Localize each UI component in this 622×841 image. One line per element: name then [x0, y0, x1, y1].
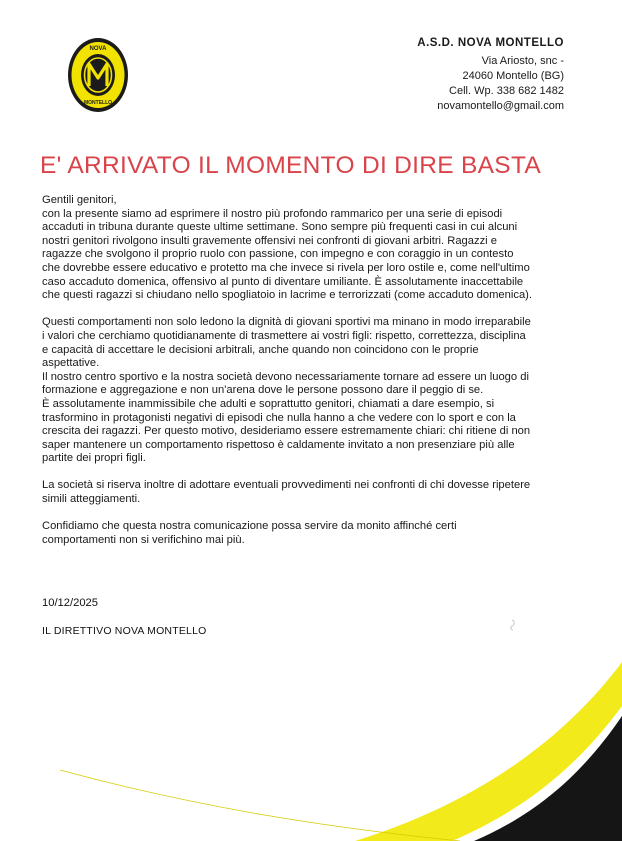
paragraph-2 — [42, 316, 602, 466]
text-line: Gentili genitori, — [42, 194, 117, 206]
text-line: È assolutamente inammissibile che adulti e soprattutto genitori, chiamati a dare esempio, si — [42, 397, 495, 410]
text-line: ragazze che svolgono il proprio ruolo con passione, con impegno e con coraggio in un contesto — [42, 248, 514, 261]
signature: IL DIRETTIVO NOVA MONTELLO — [42, 625, 207, 637]
text-line: simili atteggiamenti. — [42, 493, 141, 506]
letter-body — [42, 194, 602, 547]
phone-number: Cell. Wp. 338 682 1482 — [449, 85, 564, 97]
paragraph-4 — [42, 520, 602, 547]
pen-mark-decoration — [506, 618, 518, 632]
text-line: Questi comportamenti non solo ledono la dignità di giovani sportivi ma minano in modo irreparabile — [42, 316, 531, 329]
text-line: Il nostro centro sportivo e la nostra società devono necessariamente tornare ad essere un luogo di — [42, 370, 529, 383]
text-line: partite dei propri figli. — [42, 452, 146, 465]
text-line: formazione e aggregazione e non un'arena dove le persone possono dare il peggio di se. — [42, 384, 484, 397]
email-address: novamontello@gmail.com — [437, 100, 564, 112]
letterhead — [417, 36, 564, 114]
logo-top-text: NOVA — [89, 46, 107, 52]
address-line-1: Via Ariosto, snc - — [481, 55, 564, 67]
text-line: nostri genitori rivolgono insulti gravemente offensivi nei confronti di giovani arbitri. Ragazzi e — [42, 234, 497, 247]
logo-inner-circle — [81, 54, 115, 96]
text-line: trasformino in protagonisti negativi di episodi che nulla hanno a che vedere con lo sport e con la — [42, 411, 516, 424]
paragraph-1 — [42, 194, 602, 303]
text-line: crescita dei ragazzi. Per questo motivo, desideriamo essere estremamente chiari: chi ritiene di non — [42, 425, 531, 438]
text-line: che questi ragazzi si chiudano nello spogliatoio in lacrime e terrorizzati (come accaduto domenica). — [42, 289, 533, 302]
logo-bottom-text: MONTELLO — [83, 100, 113, 106]
paragraph-gap — [42, 466, 602, 480]
paragraph-gap — [42, 507, 602, 521]
paragraph-3 — [42, 479, 602, 506]
text-line: e capacità di accettare le decisioni arbitrali, anche quando non coincidono con le proprie — [42, 343, 479, 356]
text-line: comportamenti non si verifichino mai più. — [42, 533, 245, 546]
letter-date: 10/12/2025 — [42, 597, 98, 609]
text-line: che dovrebbe essere educativo e protetto ma che invece si rivela per loro ostile e, come nell'ultimo — [42, 261, 530, 274]
paragraph-gap — [42, 303, 602, 317]
org-name: A.S.D. NOVA MONTELLO — [417, 37, 564, 49]
text-line: caso accaduto domenica, offensivo al punto di diventare umiliante. È assolutamente inaccettabile — [42, 275, 524, 288]
text-line: aspettative. — [42, 357, 100, 370]
letter-title: E' ARRIVATO IL MOMENTO DI DIRE BASTA — [40, 152, 542, 179]
text-line: accaduti in tribuna durante queste ultime settimane. Sono sempre più frequenti casi in cui alcuni — [42, 221, 518, 234]
text-line: saper mantenere un comportamento rispettoso è caldamente invitato a non presenziare più alle — [42, 438, 515, 451]
club-logo — [66, 36, 130, 114]
text-line: Confidiamo che questa nostra comunicazione possa servire da monito affinché certi — [42, 520, 457, 533]
text-line: con la presente siamo ad esprimere il nostro più profondo rammarico per una serie di episodi — [42, 207, 503, 220]
text-line: i valori che cerchiamo quotidianamente di trasmettere ai vostri figli: rispetto, correttezza, disciplina — [42, 329, 526, 342]
text-line: La società si riserva inoltre di adottare eventuali provvedimenti nei confronti di chi dovesse ripetere — [42, 479, 531, 492]
address-line-2: 24060 Montello (BG) — [462, 70, 564, 82]
